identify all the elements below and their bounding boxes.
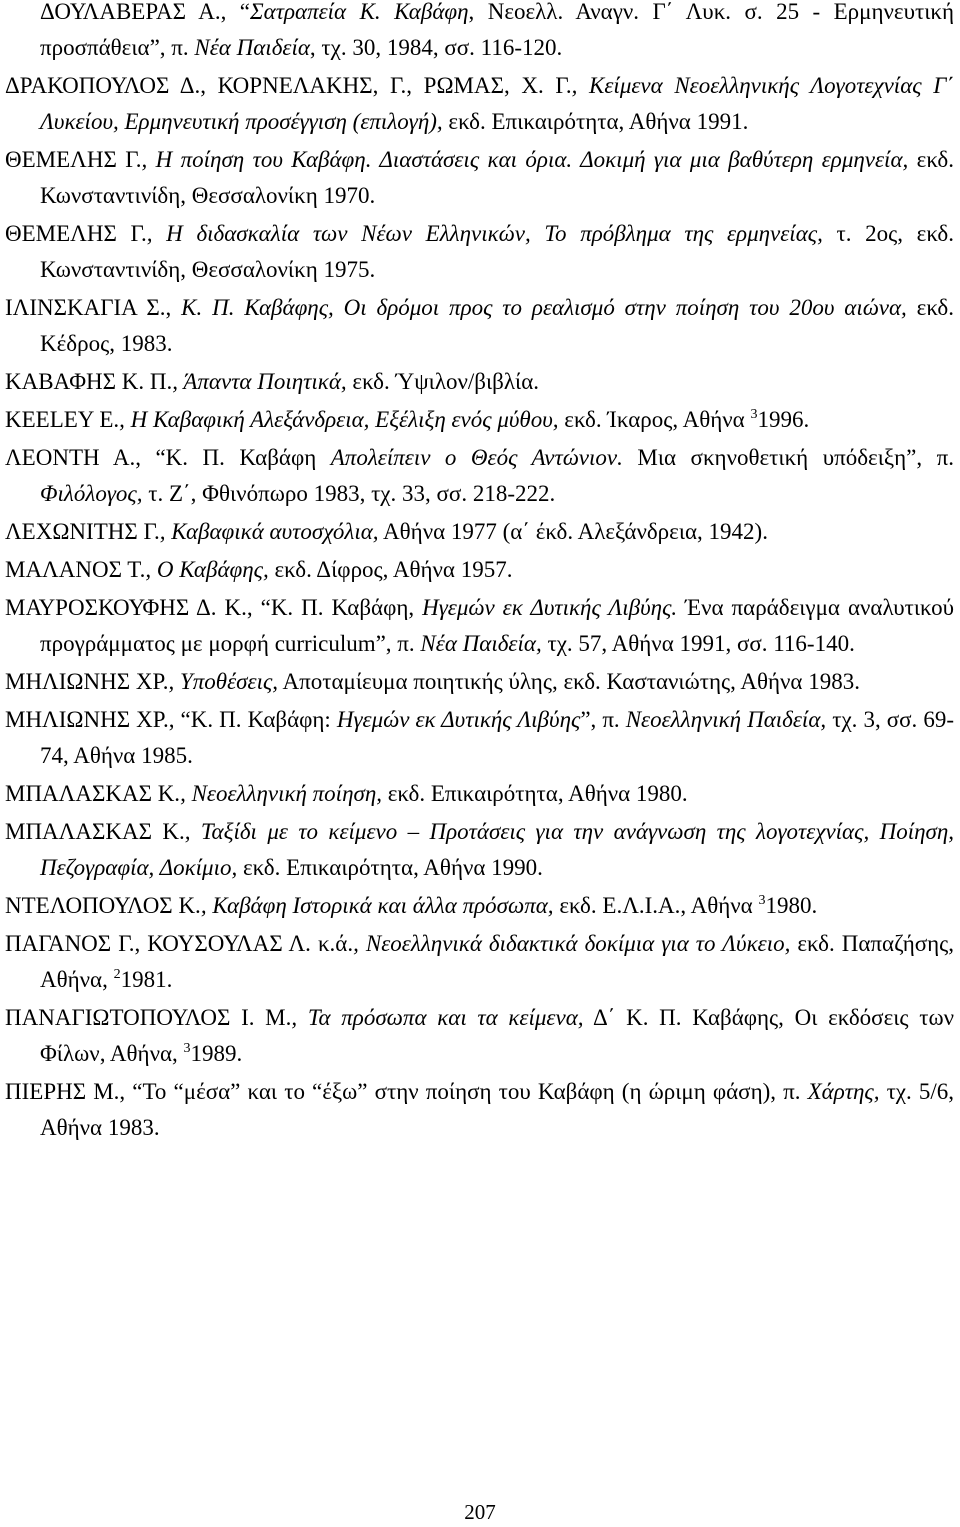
entry-title-italic: , Υποθέσεις, — [168, 669, 279, 694]
bibliography-entry — [0, 0, 960, 66]
entry-text: ΜΗΛΙΩΝΗΣ ΧΡ., “Κ. Π. Καβάφη: — [5, 707, 337, 732]
edition-superscript: 3 — [183, 1041, 191, 1056]
entry-text: τ. Ζ΄, Φθινόπωρο 1983, τχ. 33, σσ. 218-222. — [142, 481, 556, 506]
bibliography-entry — [0, 590, 960, 662]
entry-text: Αθήνα 1977 (α΄ έκδ. Αλεξάνδρεια, 1942). — [378, 519, 768, 544]
bibliography-entry — [0, 142, 960, 214]
entry-title-italic: Κ. Π. Καβάφης, Οι δρόμοι προς το ρεαλισμό στην ποίηση του 20ου αιώνα, — [181, 295, 907, 320]
bibliography-entry — [0, 1074, 960, 1146]
entry-text: Δ΄ Κ. Π. Καβάφης, Οι εκδόσεις των Φίλων, Αθήνα, — [40, 1005, 954, 1066]
entry-text: τ. 2ος, εκδ. Κωνσταντινίδη, Θεσσαλονίκη 1975. — [40, 221, 954, 282]
entry-text: Αποταμίευμα ποιητικής ύλης, εκδ. Καστανιώτης, Αθήνα 1983. — [278, 669, 860, 694]
entry-text: KEELEY E. — [5, 407, 120, 432]
entry-text: ΠΑΓΑΝΟΣ Γ., ΚΟΥΣΟΥΛΑΣ Λ. κ.ά. — [5, 931, 354, 956]
entry-title-italic: Σατραπεία Κ. Καβάφη — [250, 0, 469, 24]
bibliography-entry — [0, 926, 960, 998]
entry-text: ΠΙΕΡΗΣ Μ., “Το “μέσα” και το “έξω” στην ποίηση του Καβάφη (η ώριμη φάση), π. — [5, 1079, 808, 1104]
entry-text: εκδ. Κωνσταντινίδη, Θεσσαλονίκη 1970. — [40, 147, 954, 208]
bibliography-entry — [0, 888, 960, 924]
edition-superscript: 3 — [758, 893, 766, 908]
page-number: 207 — [464, 1500, 496, 1524]
entry-text: τχ. 57, Αθήνα 1991, σσ. 116-140. — [541, 631, 855, 656]
bibliography-entry — [0, 814, 960, 886]
entry-title-italic: Χάρτης, — [807, 1079, 880, 1104]
entry-text: εκδ. Επικαιρότητα, Αθήνα 1980. — [382, 781, 688, 806]
bibliography-entry — [0, 364, 960, 400]
bibliography-entry — [0, 776, 960, 812]
entry-title-italic: , Κείμενα Νεοελληνικής Λογοτεχνίας Γ΄ Λυκείου, Ερμηνευτική προσέγγιση (επιλογή), — [40, 73, 954, 134]
entry-text: τχ. 5/6, Αθήνα 1983. — [40, 1079, 955, 1140]
bibliography-entry — [0, 440, 960, 512]
entry-text: Ένα παράδειγμα αναλυτικού προγράμματος με μορφή curriculum”, π. — [40, 595, 954, 656]
entry-title-italic: Νεοελληνική Παιδεία, — [625, 707, 827, 732]
entry-title-italic: Νέα Παιδεία — [194, 35, 310, 60]
entry-text: εκδ. Επικαιρότητα, Αθήνα 1990. — [237, 855, 543, 880]
entry-title-italic: , Τα πρόσωπα και τα κείμενα, — [291, 1005, 584, 1030]
entry-text: ”, π. — [580, 707, 626, 732]
entry-text: 1980. — [765, 893, 818, 918]
entry-title-italic: , Καβάφη Ιστορικά και άλλα πρόσωπα, — [200, 893, 554, 918]
entry-text: ΝΤΕΛΟΠΟΥΛΟΣ Κ. — [5, 893, 201, 918]
entry-title-italic: , Ο Καβάφης, — [145, 557, 269, 582]
entry-text: ΛΕΧΩΝΙΤΗΣ Γ. — [5, 519, 160, 544]
bibliography-entry — [0, 1000, 960, 1072]
entry-text: ΘΕΜΕΛΗΣ Γ. — [5, 221, 147, 246]
entry-text: εκδ. Ε.Λ.Ι.Α., Αθήνα — [553, 893, 759, 918]
entry-text: ΜΠΑΛΑΣΚΑΣ Κ. — [5, 781, 181, 806]
entry-title-italic: , Άπαντα Ποιητικά, — [172, 369, 347, 394]
bibliography-entry — [0, 664, 960, 700]
entry-text: Μια σκηνοθετική υπόδειξη”, π. — [622, 445, 954, 470]
entry-text: εκδ. Ίκαρος, Αθήνα — [558, 407, 751, 432]
entry-title-italic: Ηγεμών εκ Δυτικής Λιβύης — [336, 707, 581, 732]
entry-text: εκδ. Δίφρος, Αθήνα 1957. — [268, 557, 513, 582]
entry-text: ΛΕΟΝΤΗ Α., “Κ. Π. Καβάφη — [5, 445, 331, 470]
entry-title-italic: , Νεοελληνικά διδακτικά δοκίμια για το Λύκειο, — [353, 931, 791, 956]
entry-title-italic: , Η ποίηση του Καβάφη. Διαστάσεις και όρια. Δοκιμή για μια βαθύτερη ερμηνεία, — [141, 147, 909, 172]
entry-text: ΔΟΥΛΑΒΕΡΑΣ Α., “ — [40, 0, 250, 24]
entry-text: 1989. — [190, 1041, 243, 1066]
entry-text: , Νεοελλ. Αναγν. Γ΄ Λυκ. σ. 25 - Ερμηνευτική προσπάθεια”, π. — [40, 0, 954, 60]
edition-superscript: 2 — [113, 967, 121, 982]
entry-text: ΔΡΑΚΟΠΟΥΛΟΣ Δ., ΚΟΡΝΕΛΑΚΗΣ, Γ., ΡΩΜΑΣ, Χ. Γ. — [5, 73, 572, 98]
entry-text: τχ. 3, σσ. 69-74, Αθήνα 1985. — [40, 707, 954, 768]
entry-title-italic: , Η διδασκαλία των Νέων Ελληνικών, Το πρόβλημα της ερμηνείας, — [146, 221, 823, 246]
entry-text: 1981. — [120, 967, 173, 992]
entry-text: 1996. — [757, 407, 810, 432]
entry-title-italic: Ηγεμών εκ Δυτικής Λιβύης. — [422, 595, 678, 620]
entry-title-italic: , Ταξίδι με το κείμενο – Προτάσεις για την ανάγνωση της λογοτεχνίας, Ποίηση, Πεζογραφία, Δοκίμιο, — [40, 819, 954, 880]
bibliography-entry — [0, 68, 960, 140]
entry-text: ΜΗΛΙΩΝΗΣ ΧΡ. — [5, 669, 169, 694]
entry-title-italic: , Καβαφικά αυτοσχόλια, — [159, 519, 379, 544]
entry-text: εκδ. Ύψιλον/βιβλία. — [346, 369, 540, 394]
edition-superscript: 3 — [750, 407, 758, 422]
entry-text: εκδ. Κέδρος, 1983. — [40, 295, 954, 356]
entry-text: ΙΛΙΝΣΚΑΓΙΑ Σ., — [5, 295, 182, 320]
entry-text: ΜΑΥΡΟΣΚΟΥΦΗΣ Δ. Κ., “Κ. Π. Καβάφη, — [5, 595, 423, 620]
entry-text: ΠΑΝΑΓΙΩΤΟΠΟΥΛΟΣ Ι. Μ. — [5, 1005, 292, 1030]
bibliography-entry — [0, 290, 960, 362]
entry-text: εκδ. Παπαζήσης, Αθήνα, — [40, 931, 955, 992]
bibliography-entry — [0, 216, 960, 288]
entry-title-italic: Φιλόλογος, — [40, 481, 143, 506]
bibliography-entry — [0, 552, 960, 588]
entry-text: ΘΕΜΕΛΗΣ Γ. — [5, 147, 142, 172]
entry-title-italic: Νέα Παιδεία, — [420, 631, 542, 656]
entry-text: ΚΑΒΑΦΗΣ Κ. Π. — [5, 369, 173, 394]
entry-text: , τχ. 30, 1984, σσ. 116-120. — [309, 35, 563, 60]
entry-title-italic: , Νεοελληνική ποίηση, — [180, 781, 382, 806]
entry-title-italic: , Η Καβαφική Αλεξάνδρεια, Εξέλιξη ενός μύθου, — [119, 407, 559, 432]
bibliography-entry — [0, 702, 960, 774]
bibliography-entry — [0, 514, 960, 550]
bibliography-entry — [0, 402, 960, 438]
entry-text: ΜΠΑΛΑΣΚΑΣ Κ. — [5, 819, 185, 844]
entry-title-italic: Απολείπειν ο Θεός Αντώνιον. — [330, 445, 623, 470]
entry-text: εκδ. Επικαιρότητα, Αθήνα 1991. — [442, 109, 749, 134]
entry-text: ΜΑΛΑΝΟΣ Τ. — [5, 557, 146, 582]
